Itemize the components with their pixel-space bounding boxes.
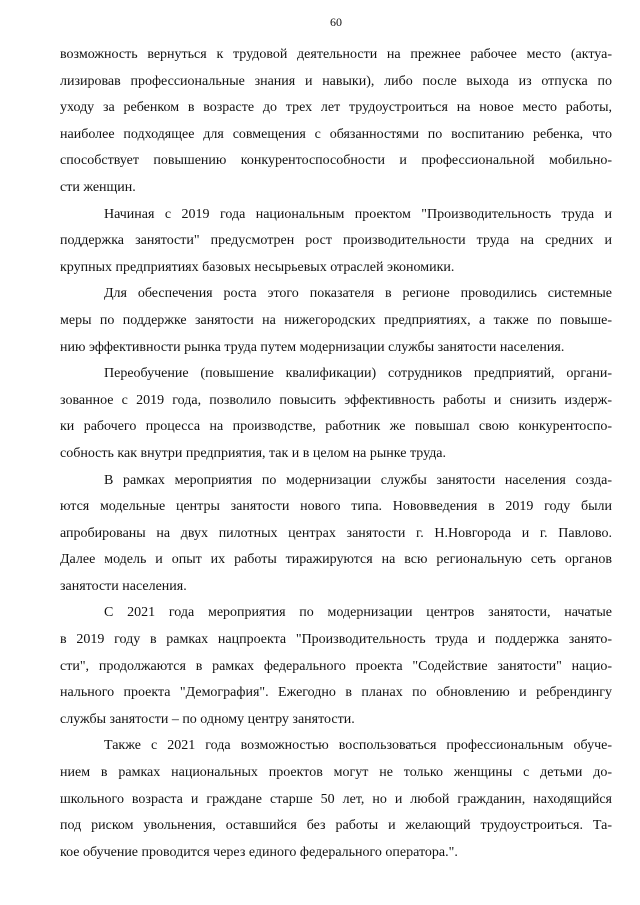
text-line: в 2019 году в рамках нацпроекта "Производительность труда и поддержка занято- — [60, 632, 612, 648]
text-line: школьного возраста и граждане старше 50 лет, но и любой гражданин, находящийся — [60, 791, 612, 807]
text-line: Начиная с 2019 года национальным проектом "Производительность труда и — [104, 206, 612, 222]
text-line: сти", продолжаются в рамках федерального проекта "Содействие занятости" нацио- — [60, 658, 612, 674]
text-line: ки рабочего процесса на производстве, работник же повышал свою конкурентоспо- — [60, 419, 612, 435]
text-line: ются модельные центры занятости нового типа. Нововведения в 2019 году были — [60, 499, 612, 515]
text-line: С 2021 года мероприятия по модернизации центров занятости, начатые — [104, 605, 612, 621]
text-line: под риском увольнения, оставшийся без работы и желающий трудоустроиться. Та- — [60, 818, 612, 834]
text-line: кое обучение проводится через единого федерального оператора.". — [60, 844, 458, 860]
text-line: В рамках мероприятия по модернизации службы занятости населения созда- — [104, 472, 612, 488]
text-line: наиболее подходящее для совмещения с обязанностями по воспитанию ребенка, что — [60, 126, 612, 142]
text-line: Также с 2021 года возможностью воспользоваться профессиональным обуче- — [104, 738, 612, 754]
text-line: нием в рамках национальных проектов могут не только женщины с детьми до- — [60, 765, 612, 781]
text-line: уходу за ребенком в возрасте до трех лет трудоустроиться на новое место работы, — [60, 100, 612, 116]
text-line: апробированы на двух пилотных центрах занятости г. Н.Новгорода и г. Павлово. — [60, 525, 612, 541]
page-number: 60 — [330, 15, 342, 29]
text-line: возможность вернуться к трудовой деятельности на прежнее рабочее место (актуа- — [60, 47, 612, 62]
text-line: Далее модель и опыт их работы тиражируются на всю региональную сеть органов — [60, 552, 612, 568]
text-line: зованное с 2019 года, позволило повысить эффективность работы и снизить издерж- — [60, 392, 612, 408]
text-line: способствует повышению конкурентоспособности и профессиональной мобильно- — [60, 153, 612, 169]
text-line: меры по поддержке занятости на нижегородских предприятиях, а также по повыше- — [60, 312, 612, 328]
text-line: поддержка занятости" предусмотрен рост производительности труда на средних и — [60, 233, 612, 249]
text-line: крупных предприятиях базовых несырьевых отраслей экономики. — [60, 259, 455, 275]
text-line: службы занятости – по одному центру занятости. — [60, 711, 355, 727]
text-line: Для обеспечения роста этого показателя в регионе проводились системные — [104, 286, 612, 302]
text-line: занятости населения. — [60, 578, 187, 594]
text-line: собность как внутри предприятия, так и в целом на рынке труда. — [60, 445, 447, 461]
text-line: лизировав профессиональные знания и навыки), либо после выхода из отпуска по — [60, 73, 612, 89]
text-line: сти женщин. — [60, 179, 136, 195]
body-text — [60, 42, 612, 866]
text-line: Переобучение (повышение квалификации) сотрудников предприятий, органи- — [104, 366, 612, 382]
text-line: нального проекта "Демография". Ежегодно в планах по обновлению и ребрендингу — [60, 685, 612, 701]
text-line: нию эффективности рынка труда путем модернизации службы занятости населения. — [60, 339, 565, 355]
